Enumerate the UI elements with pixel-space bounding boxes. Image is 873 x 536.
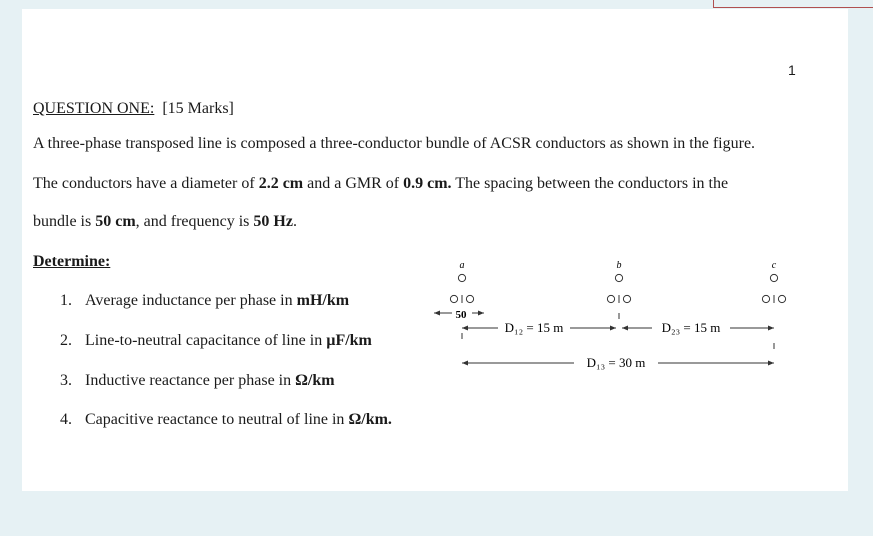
list-text: Capacitive reactance to neutral of line in <box>85 411 349 428</box>
question-title: QUESTION ONE: <box>33 100 155 117</box>
list-number: 4. <box>60 411 72 428</box>
d23-label: D₂₃ = 15 m <box>661 320 721 335</box>
paragraph-text: and a GMR of <box>303 175 404 192</box>
list-unit: Ω/km. <box>348 411 392 428</box>
bundle-a <box>450 274 473 303</box>
question-heading <box>33 100 234 118</box>
phase-c-label: c <box>771 260 777 271</box>
bundle-c <box>762 274 785 303</box>
conductor-b-right <box>623 295 630 302</box>
conductor-a-left <box>450 295 457 302</box>
conductor-b-top <box>615 274 622 281</box>
bundle-spacing-label: 50 <box>455 309 467 321</box>
corner-decoration <box>713 0 873 8</box>
list-unit: mH/km <box>296 292 350 309</box>
determine-text: Determine <box>33 253 105 270</box>
conductor-spacing-figure <box>430 255 790 385</box>
d13-label: D₁₃ = 30 m <box>586 355 646 370</box>
frequency-value: 50 Hz <box>253 213 293 230</box>
list-unit: Ω/km <box>295 372 335 389</box>
paragraph-text: A three-phase transposed line is composed a three-conductor bundle of ACSR conductors as shown in the figure. <box>33 135 756 152</box>
paragraph-text: . <box>292 213 297 230</box>
list-item <box>60 292 349 310</box>
list-number: 3. <box>60 372 72 389</box>
list-unit: µF/km <box>326 332 372 349</box>
list-item <box>60 332 372 350</box>
paragraph-line-3 <box>33 213 297 231</box>
paragraph-text: bundle is <box>33 213 96 230</box>
list-item <box>60 372 335 390</box>
conductor-b-left <box>607 295 614 302</box>
phase-b-label: b <box>616 260 622 271</box>
paragraph-line-1 <box>33 135 755 153</box>
d12-label: D₁₂ = 15 m <box>504 320 564 335</box>
paragraph-text: The conductors have a diameter of <box>33 175 259 192</box>
conductor-a-right <box>466 295 473 302</box>
conductor-c-left <box>762 295 769 302</box>
phase-a-label: a <box>459 260 465 271</box>
diameter-value: 2.2 cm <box>258 175 304 192</box>
list-item <box>60 411 392 429</box>
paragraph-text: , and frequency is <box>135 213 254 230</box>
paragraph-text: The spacing between the conductors in the <box>451 175 729 192</box>
list-text: Line-to-neutral capacitance of line in <box>85 332 327 349</box>
bundle-b <box>607 274 630 303</box>
spacing-value: 50 cm <box>95 213 136 230</box>
list-number: 2. <box>60 332 72 349</box>
determine-label <box>33 253 110 271</box>
paragraph-line-2 <box>33 175 728 193</box>
list-number: 1. <box>60 292 72 309</box>
page-number: 1 <box>788 62 796 78</box>
gmr-value: 0.9 cm. <box>403 175 452 192</box>
determine-colon: : <box>104 253 111 270</box>
conductor-c-right <box>778 295 785 302</box>
list-text: Inductive reactance per phase in <box>85 372 296 389</box>
question-marks: [15 Marks] <box>162 100 234 117</box>
conductor-a-top <box>458 274 465 281</box>
list-text: Average inductance per phase in <box>85 292 297 309</box>
conductor-c-top <box>770 274 777 281</box>
